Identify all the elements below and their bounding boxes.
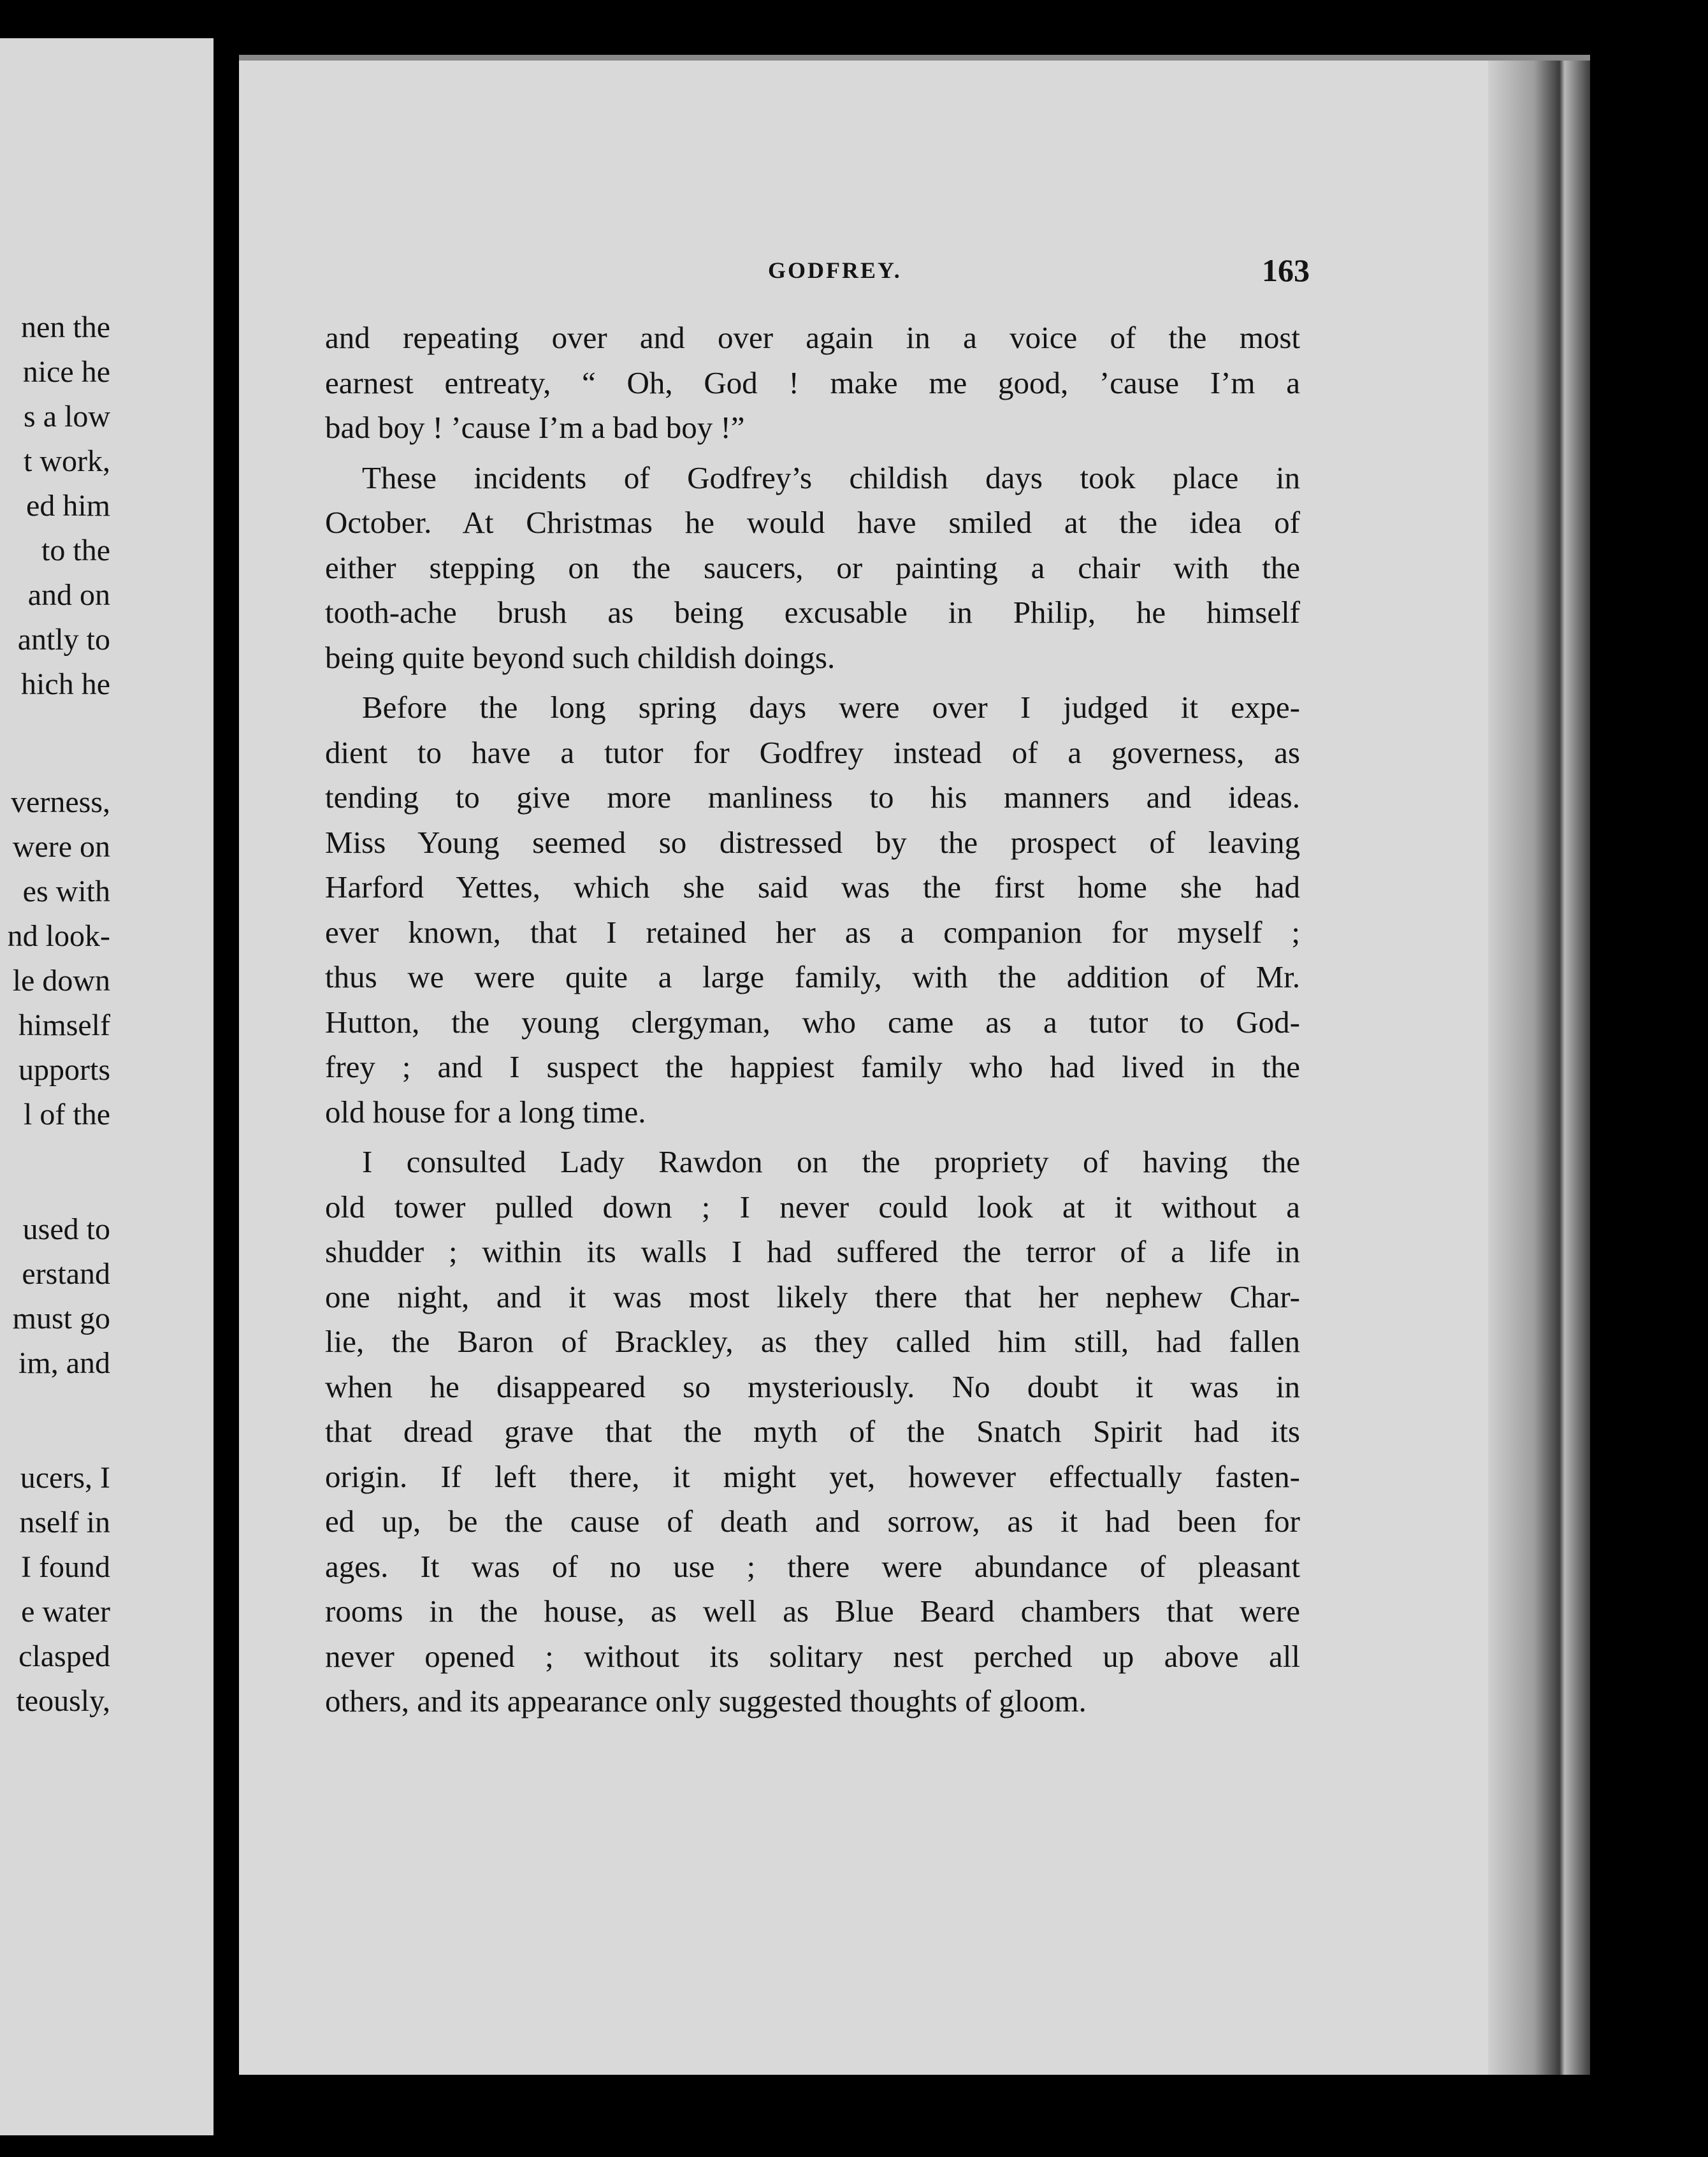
paragraph: [325, 456, 1300, 681]
text-line: Harford Yettes, which she said was the first home she had: [325, 869, 1300, 904]
left-page-line-fragment: must go: [12, 1302, 110, 1335]
paragraph: [325, 1140, 1300, 1724]
text-line: being quite beyond such childish doings.: [325, 639, 836, 675]
text-line: and repeating over and over again in a voice of the most: [325, 320, 1300, 355]
left-page-line-fragment: and on: [27, 578, 110, 612]
left-page-line-fragment: ed him: [26, 489, 110, 523]
text-line: old house for a long time.: [325, 1094, 646, 1129]
text-line: bad boy ! ’cause I’m a bad boy !”: [325, 410, 745, 445]
book-gutter: [214, 0, 239, 2157]
left-page-line-fragment: were on: [12, 830, 110, 864]
text-line: old tower pulled down ; I never could look at it without a: [325, 1189, 1300, 1224]
text-line: dient to have a tutor for Godfrey instead of a governess, as: [325, 734, 1300, 770]
text-line: lie, the Baron of Brackley, as they called him still, had fallen: [325, 1324, 1300, 1359]
running-head: GODFREY.: [768, 258, 902, 283]
left-page-line-fragment: used to: [22, 1212, 110, 1246]
left-page-line-fragment: es with: [22, 875, 110, 908]
text-line: shudder ; within its walls I had suffered the terror of a life in: [325, 1234, 1300, 1269]
left-page-line-fragment: antly to: [17, 623, 110, 657]
page-number: 163: [1262, 252, 1310, 288]
text-line: thus we were quite a large family, with the addition of Mr.: [325, 959, 1300, 994]
text-line: tooth-ache brush as being excusable in Philip, he himself: [325, 595, 1300, 630]
text-line: Miss Young seemed so distressed by the prospect of leaving: [325, 824, 1300, 860]
left-page-line-fragment: upports: [18, 1053, 110, 1087]
text-line: Hutton, the young clergyman, who came as a tutor to God-: [325, 1004, 1300, 1040]
left-page-line-fragment: nself in: [19, 1506, 110, 1539]
left-page-line-fragment: le down: [12, 964, 110, 998]
text-line: when he disappeared so mysteriously. No doubt it was in: [325, 1369, 1300, 1404]
text-line: October. At Christmas he would have smiled at the idea of: [325, 505, 1300, 540]
left-page-line-fragment: s a low: [24, 400, 110, 433]
left-page-line-fragment: erstand: [22, 1257, 110, 1291]
left-page-line-fragment: t work,: [24, 444, 110, 478]
left-page-line-fragment: himself: [18, 1008, 110, 1042]
left-page-line-fragment: to the: [41, 534, 110, 567]
left-page-line-fragment: ucers, I: [20, 1461, 110, 1495]
page-header: [239, 252, 1310, 290]
text-line: ed up, be the cause of death and sorrow, as it had been for: [325, 1504, 1300, 1539]
paragraph: [325, 316, 1300, 451]
text-line: ever known, that I retained her as a companion for myself ;: [325, 914, 1300, 950]
text-line: frey ; and I suspect the happiest family who had lived in the: [325, 1049, 1300, 1084]
left-page-line-fragment: verness,: [11, 785, 110, 819]
left-page-line-fragment: I found: [21, 1550, 110, 1584]
left-page-line-fragment: l of the: [24, 1098, 110, 1131]
left-page-line-fragment: nen the: [21, 310, 110, 344]
text-line: one night, and it was most likely there that her nephew Char-: [325, 1279, 1300, 1314]
text-line: earnest entreaty, “ Oh, God ! make me good, ’cause I’m a: [325, 365, 1300, 400]
left-page-line-fragment: teously,: [16, 1684, 110, 1718]
left-page-line-fragment: hich he: [21, 667, 110, 701]
text-line: rooms in the house, as well as Blue Beard chambers that were: [325, 1594, 1300, 1629]
text-line: that dread grave that the myth of the Snatch Spirit had its: [325, 1414, 1300, 1449]
text-line: others, and its appearance only suggested thoughts of gloom.: [325, 1683, 1087, 1718]
body-text: [325, 316, 1300, 1729]
left-page-line-fragment: nice he: [22, 355, 110, 389]
left-page-line-fragment: e water: [21, 1595, 110, 1629]
text-line: tending to give more manliness to his manners and ideas.: [325, 780, 1300, 815]
text-line: I consulted Lady Rawdon on the propriety of having the: [362, 1144, 1300, 1179]
text-line: never opened ; without its solitary nest perched up above all: [325, 1638, 1300, 1674]
text-line: Before the long spring days were over I judged it expe-: [362, 690, 1300, 725]
text-line: ages. It was of no use ; there were abundance of pleasant: [325, 1548, 1300, 1584]
left-page-line-fragment: nd look-: [7, 919, 110, 953]
page-edge-shadow: [1488, 61, 1590, 2075]
text-line: These incidents of Godfrey’s childish days took place in: [362, 460, 1300, 495]
text-line: origin. If left there, it might yet, however effectually fasten-: [325, 1458, 1300, 1494]
left-page-line-fragment: clasped: [18, 1639, 110, 1673]
paragraph: [325, 685, 1300, 1135]
text-line: either stepping on the saucers, or painting a chair with the: [325, 549, 1300, 585]
left-page-line-fragment: im, and: [18, 1346, 110, 1380]
right-page: [239, 61, 1590, 2075]
left-page-fragment: [0, 38, 214, 2135]
